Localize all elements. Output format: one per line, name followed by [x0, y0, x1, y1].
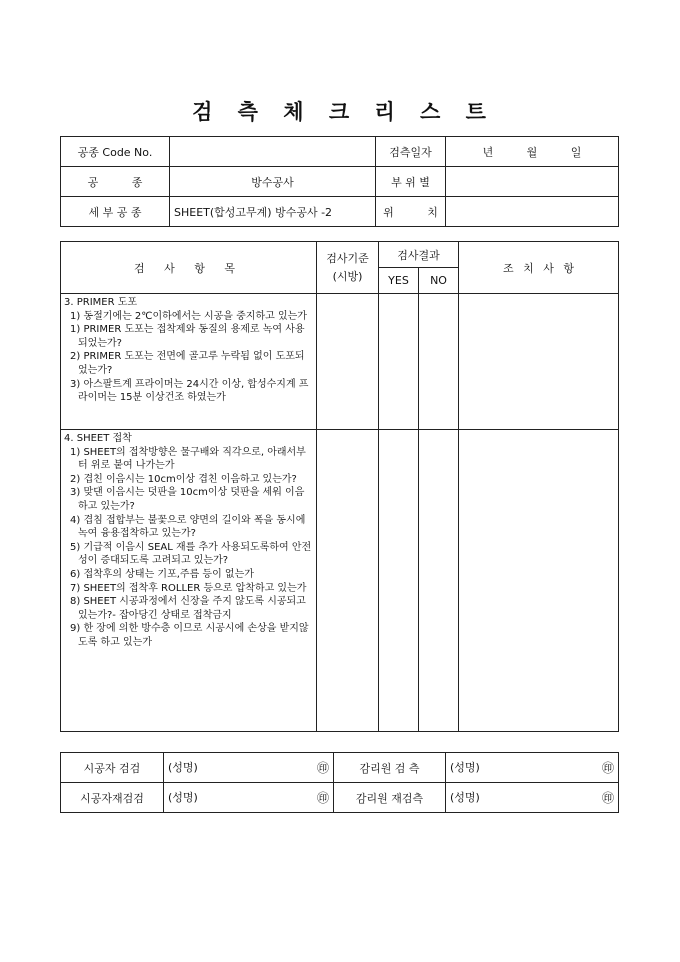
- col-header-yes: YES: [379, 268, 419, 294]
- col-header-criteria: 검사기준 (시방): [317, 242, 379, 294]
- signature-table: [60, 752, 619, 813]
- contractor-inspection-label: 시공자 검검: [61, 753, 164, 783]
- seal-icon: ㊞: [316, 761, 329, 775]
- col-header-result: 검사결과: [379, 242, 459, 268]
- seal-icon: ㊞: [601, 761, 614, 775]
- question: 3) 맞댄 이음시는 덧판을 10cm이상 덧판을 세워 이음하고 있는가?: [70, 487, 305, 512]
- col-header-action: 조 치 사 항: [459, 242, 619, 294]
- contractor-inspection-signature[interactable]: [164, 753, 334, 783]
- inspection-date-label: 검측일자: [376, 137, 446, 167]
- question: 9) 한 장에 의한 방수층 이므로 시공시에 손상을 받지않도록 하고 있는가: [70, 623, 309, 648]
- question: 3) 아스팔트계 프라이머는 24시간 이상, 합성수지계 프라이머는 15분 이상건조 하였는가: [70, 378, 309, 404]
- action-cell[interactable]: [459, 294, 619, 430]
- seal-icon: ㊞: [601, 791, 614, 805]
- section-primer: [61, 294, 317, 430]
- question: 7) SHEET의 접착후 ROLLER 등으로 압착하고 있는가: [70, 582, 307, 594]
- location-value[interactable]: [446, 197, 619, 227]
- name-label: (성명): [450, 761, 480, 774]
- question: 8) SHEET 시공과정에서 신장을 주지 않도록 시공되고 있는가?- 잡아당긴 상태로 접착금지: [70, 596, 306, 621]
- question: 1) 동절기에는 2℃이하에서는 시공을 중지하고 있는가: [70, 310, 307, 322]
- question: 1) SHEET의 접착방향은 물구배와 직각으로, 아래서부터 위로 붙여 나가는가: [70, 446, 306, 472]
- question: 2) PRIMER 도포는 전면에 골고루 누락됨 없이 도포되었는가?: [70, 351, 305, 376]
- section-sheet: [61, 430, 317, 732]
- col-header-no: NO: [419, 268, 459, 294]
- question: 1) PRIMER 도포는 접착제와 동질의 용제로 녹여 사용되었는가?: [70, 324, 305, 349]
- yes-cell[interactable]: [379, 430, 419, 732]
- sub-work-type-value[interactable]: SHEET(합성고무계) 방수공사 -2: [170, 197, 376, 227]
- criteria-cell[interactable]: [317, 430, 379, 732]
- no-cell[interactable]: [419, 430, 459, 732]
- location-label: 위 치: [376, 197, 446, 227]
- supervisor-reinspection-signature[interactable]: [446, 783, 619, 813]
- code-no-label: 공종 Code No.: [61, 137, 170, 167]
- contractor-reinspection-signature[interactable]: [164, 783, 334, 813]
- no-cell[interactable]: [419, 294, 459, 430]
- name-label: (성명): [450, 791, 480, 804]
- section-heading: 4. SHEET 접착: [64, 433, 132, 444]
- yes-cell[interactable]: [379, 294, 419, 430]
- question: 6) 접착후의 상태는 기포,주름 등이 없는가: [70, 568, 254, 580]
- work-type-label: 공 종: [61, 167, 170, 197]
- page-title: 검 측 체 크 리 스 트: [192, 99, 488, 124]
- name-label: (성명): [168, 791, 198, 804]
- seal-icon: ㊞: [316, 791, 329, 805]
- code-no-value[interactable]: [170, 137, 376, 167]
- supervisor-inspection-signature[interactable]: [446, 753, 619, 783]
- question: 4) 겹침 접합부는 불꽃으로 양면의 길이와 폭을 동시에 녹여 융용접착하고 있는가?: [70, 514, 306, 540]
- question: 5) 기급적 이음시 SEAL 재를 추가 사용되도록하여 안전성이 증대되도록 고려되고 있는가?: [70, 541, 312, 567]
- part-label: 부 위 별: [376, 167, 446, 197]
- action-cell[interactable]: [459, 430, 619, 732]
- col-header-item: 검 사 항 목: [61, 242, 317, 294]
- header-table: [60, 136, 619, 227]
- sub-work-type-label: 세 부 공 종: [61, 197, 170, 227]
- section-heading: 3. PRIMER 도포: [64, 297, 138, 308]
- question: 2) 겹친 이음시는 10cm이상 겹친 이음하고 있는가?: [70, 473, 297, 485]
- supervisor-inspection-label: 감리원 검 측: [334, 753, 446, 783]
- criteria-cell[interactable]: [317, 294, 379, 430]
- work-type-value[interactable]: 방수공사: [170, 167, 376, 197]
- inspection-date-value[interactable]: 년 월 일: [446, 137, 619, 167]
- checklist-table: [60, 241, 619, 732]
- part-value[interactable]: [446, 167, 619, 197]
- contractor-reinspection-label: 시공자재검검: [61, 783, 164, 813]
- supervisor-reinspection-label: 감리원 재검측: [334, 783, 446, 813]
- name-label: (성명): [168, 761, 198, 774]
